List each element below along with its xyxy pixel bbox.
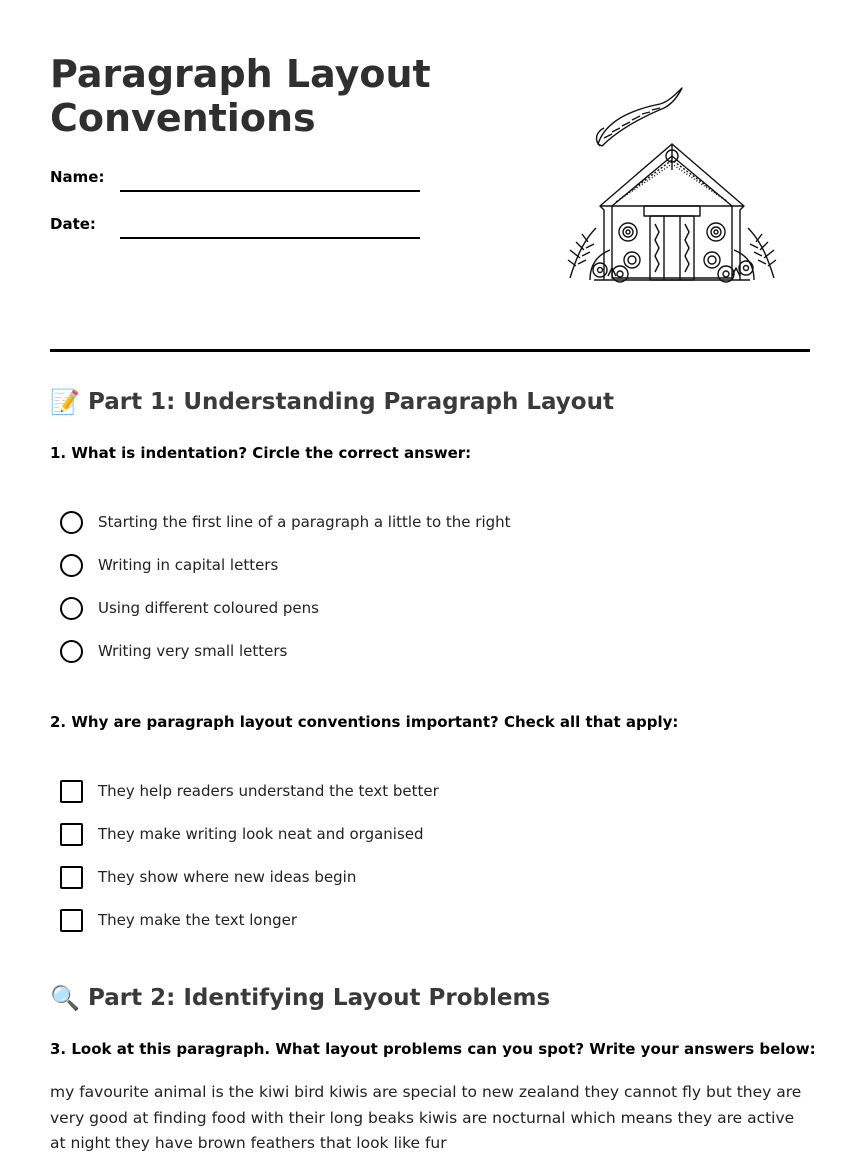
worksheet-title: Paragraph Layout Conventions: [50, 52, 431, 140]
q2-option[interactable]: [60, 864, 356, 890]
checkbox[interactable]: [60, 866, 83, 889]
part2-heading: [50, 984, 550, 1012]
wharenui-illustration: [560, 82, 784, 288]
checkbox[interactable]: [60, 823, 83, 846]
q1-option-label: Writing very small letters: [98, 642, 288, 660]
q1-option-label: Starting the first line of a paragraph a little to the right: [98, 513, 511, 531]
q1-option[interactable]: [60, 509, 511, 535]
q2-option[interactable]: [60, 778, 439, 804]
radio-circle[interactable]: [60, 511, 83, 534]
q1-option[interactable]: [60, 595, 319, 621]
name-answer-line[interactable]: [120, 190, 420, 192]
checkbox[interactable]: [60, 909, 83, 932]
house-icon: [594, 144, 750, 280]
radio-circle[interactable]: [60, 640, 83, 663]
q1-option-label: Using different coloured pens: [98, 599, 319, 617]
date-field-row: [50, 209, 430, 239]
q1-option-label: Writing in capital letters: [98, 556, 279, 574]
q2-option-label: They make writing look neat and organised: [98, 825, 424, 843]
flower-icon: [593, 261, 753, 282]
magnifier-icon: 🔍: [50, 984, 80, 1012]
header-divider: [50, 349, 810, 352]
question-2-prompt: 2. Why are paragraph layout conventions important? Check all that apply:: [50, 713, 679, 731]
q2-option-label: They make the text longer: [98, 911, 298, 929]
question-3-prompt: 3. Look at this paragraph. What layout problems can you spot? Write your answers below:: [50, 1040, 816, 1058]
part1-heading: [50, 388, 614, 416]
checkbox[interactable]: [60, 780, 83, 803]
date-label: Date:: [50, 215, 96, 233]
part2-heading-text: Part 2: Identifying Layout Problems: [88, 985, 551, 1011]
date-answer-line[interactable]: [120, 237, 420, 239]
q2-option[interactable]: [60, 907, 297, 933]
memo-icon: 📝: [50, 388, 80, 416]
q1-option[interactable]: [60, 638, 287, 664]
radio-circle[interactable]: [60, 597, 83, 620]
bird-icon: [597, 88, 682, 146]
q1-option[interactable]: [60, 552, 278, 578]
q2-option-label: They help readers understand the text better: [98, 782, 439, 800]
sample-paragraph: my favourite animal is the kiwi bird kiwis are special to new zealand they cannot fly but they are very good at finding food with their long beaks kiwis are nocturnal which means they are active at night they have brown feathers that look like fur: [50, 1083, 802, 1152]
question-1-prompt: 1. What is indentation? Circle the correct answer:: [50, 444, 472, 462]
name-field-row: [50, 162, 430, 192]
radio-circle[interactable]: [60, 554, 83, 577]
name-label: Name:: [50, 168, 105, 186]
q2-option-label: They show where new ideas begin: [98, 868, 357, 886]
q2-option[interactable]: [60, 821, 424, 847]
part1-heading-text: Part 1: Understanding Paragraph Layout: [88, 389, 614, 415]
